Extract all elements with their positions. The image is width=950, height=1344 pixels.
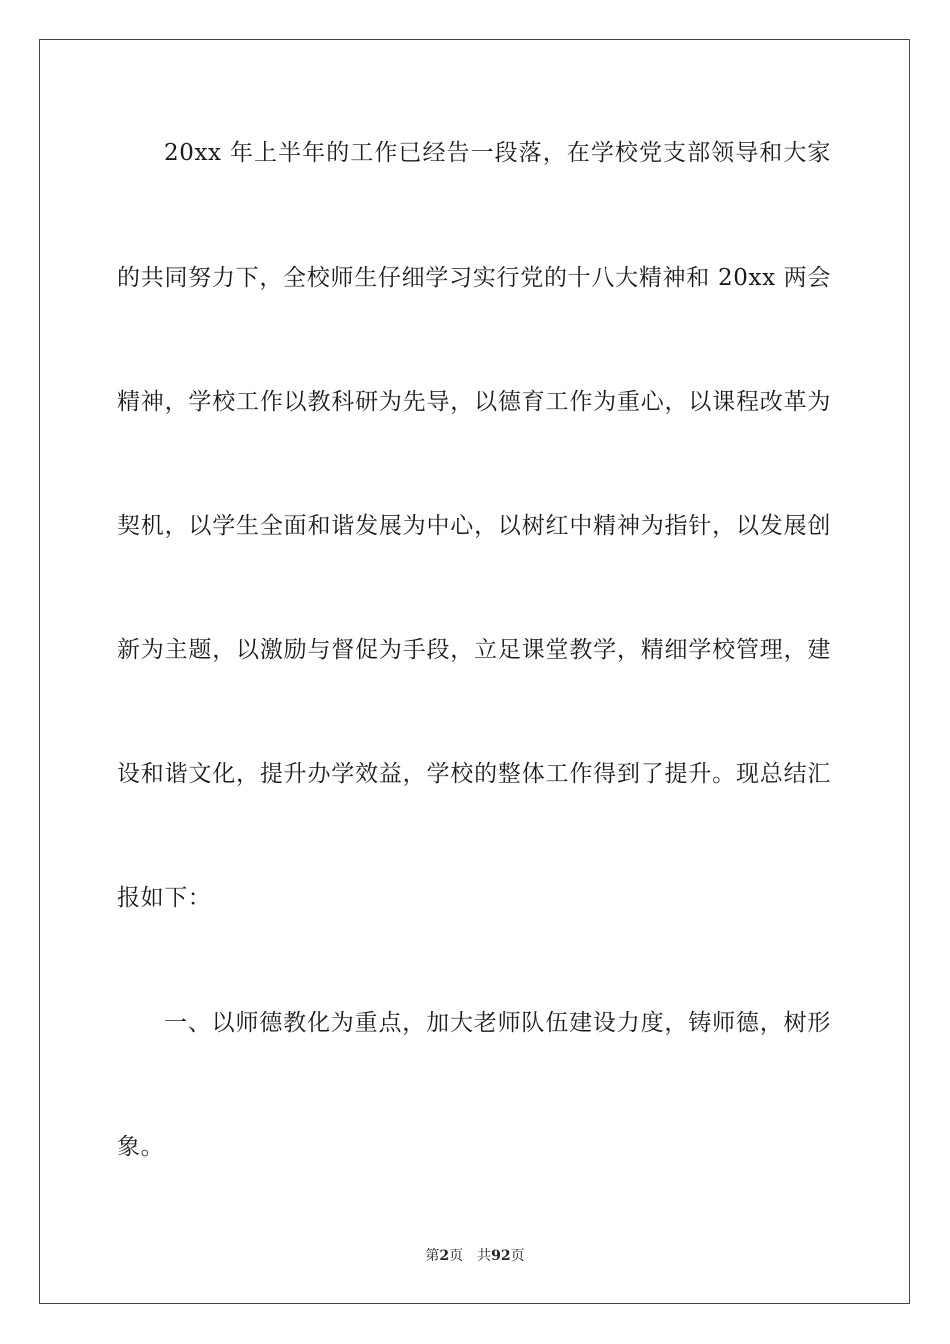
paragraph-1-line-3: 精神，学校工作以教科研为先导，以德育工作为重心，以课程改革为	[117, 389, 831, 415]
paragraph-1-line-5: 新为主题，以激励与督促为手段，立足课堂教学，精细学校管理，建	[117, 637, 831, 663]
footer-page-prefix: 第	[425, 1248, 440, 1264]
paragraph-1-line-2: 的共同努力下，全校师生仔细学习实行党的十八大精神和 20xx 两会	[117, 265, 831, 291]
paragraph-1-line-4: 契机，以学生全面和谐发展为中心，以树红中精神为指针，以发展创	[117, 513, 831, 539]
paragraph-1-line-6: 设和谐文化，提升办学效益，学校的整体工作得到了提升。现总结汇	[117, 761, 831, 787]
paragraph-1-line-7: 报如下：	[117, 885, 212, 911]
footer-page-suffix: 页	[449, 1248, 464, 1264]
footer-page-number: 2	[439, 1248, 450, 1264]
paragraph-2-line-2: 象。	[117, 1134, 165, 1160]
page-footer	[0, 1247, 950, 1265]
footer-total-pages: 92	[491, 1248, 511, 1264]
paragraph-1-line-1: 20xx 年上半年的工作已经告一段落，在学校党支部领导和大家	[164, 140, 831, 166]
footer-total-suffix: 页	[510, 1248, 525, 1264]
paragraph-2-line-1: 一、以师德教化为重点，加大老师队伍建设力度，铸师德，树形	[164, 1010, 831, 1036]
footer-total-prefix: 共	[477, 1248, 492, 1264]
page-border	[39, 39, 910, 1304]
